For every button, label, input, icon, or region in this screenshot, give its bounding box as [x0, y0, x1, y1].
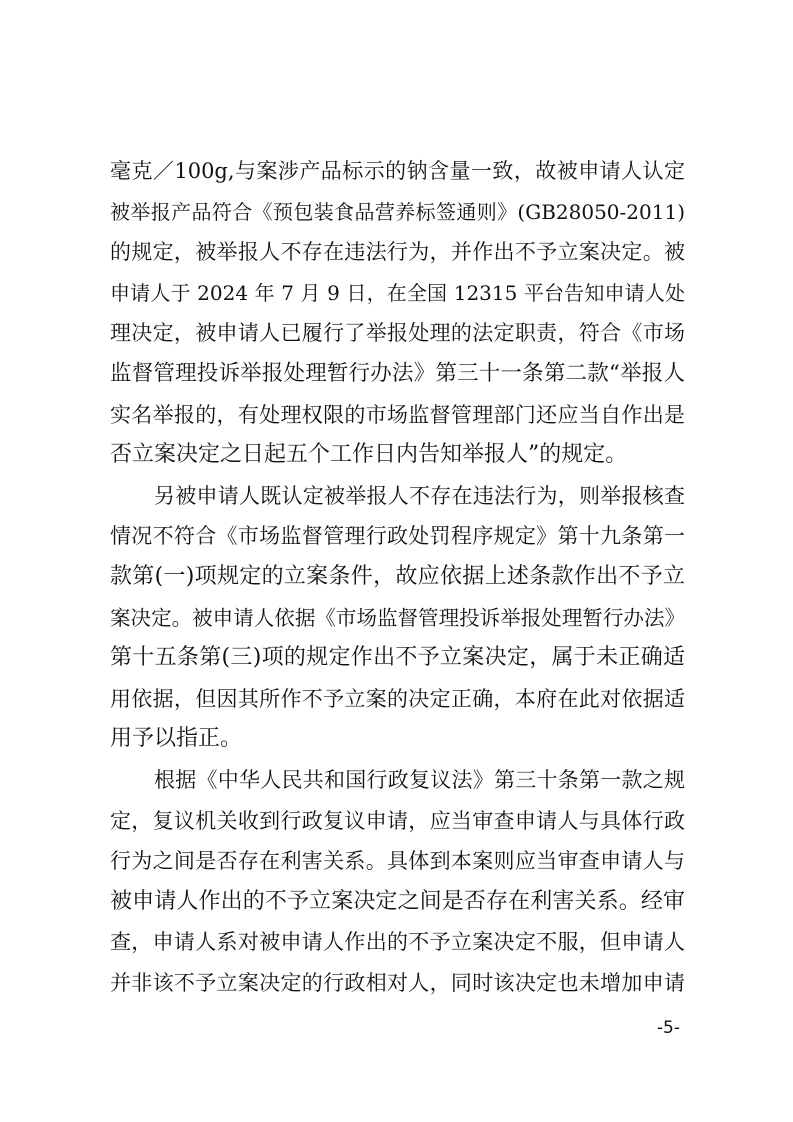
text-line: 用依据，但因其所作不予立案的决定正确，本府在此对依据适: [110, 686, 685, 711]
text-line: 被申请人作出的不予立案决定之间是否存在利害关系。经审: [110, 888, 685, 914]
paragraph: [110, 476, 685, 760]
text-line: 毫克／100g,与案涉产品标示的钠含量一致，故被申请人认定: [110, 159, 685, 183]
text-line: 第十五条第(三)项的规定作出不予立案决定，属于未正确适: [110, 645, 685, 671]
text-line: 实名举报的，有处理权限的市场监督管理部门还应当自作出是: [110, 402, 685, 427]
text-line: 被举报产品符合《预包装食品营养标签通则》(GB28050-2011): [110, 199, 685, 224]
text-line: 否立案决定之日起五个工作日内告知举报人”的规定。: [110, 442, 628, 468]
text-line: 款第(一)项规定的立案条件，故应依据上述条款作出不予立: [110, 563, 685, 589]
text-line: 另被申请人既认定被举报人不存在违法行为，则举报核查: [154, 483, 685, 508]
text-line: 查，申请人系对被申请人作出的不予立案决定不服，但申请人: [110, 930, 685, 955]
text-line: 定，复议机关收到行政复议申请，应当审查申请人与具体行政: [110, 808, 685, 833]
text-line: 用予以指正。: [110, 726, 243, 752]
text-line: 案决定。被申请人依据《市场监督管理投诉举报处理暂行办法》: [110, 605, 685, 630]
text-line: 行为之间是否存在利害关系。具体到本案则应当审查申请人与: [110, 849, 685, 874]
text-line: 的规定，被举报人不存在违法行为，并作出不予立案决定。被: [110, 240, 685, 265]
text-line: 申请人于 2024 年 7 月 9 日，在全国 12315 平台告知申请人处: [110, 280, 685, 305]
page-number: -5-: [656, 1018, 680, 1038]
text-line: 情况不符合《市场监督管理行政处罚程序规定》第十九条第一: [110, 524, 685, 549]
text-line: 并非该不予立案决定的行政相对人，同时该决定也未增加申请: [110, 970, 685, 995]
text-line: 监督管理投诉举报处理暂行办法》第三十一条第二款“举报人: [110, 360, 685, 386]
text-line: 根据《中华人民共和国行政复议法》第三十条第一款之规: [154, 767, 685, 792]
paragraph: [110, 760, 685, 1004]
paragraph: [110, 151, 685, 476]
text-line: 理决定，被申请人已履行了举报处理的法定职责，符合《市场: [110, 321, 685, 346]
body-text: [110, 151, 685, 1003]
